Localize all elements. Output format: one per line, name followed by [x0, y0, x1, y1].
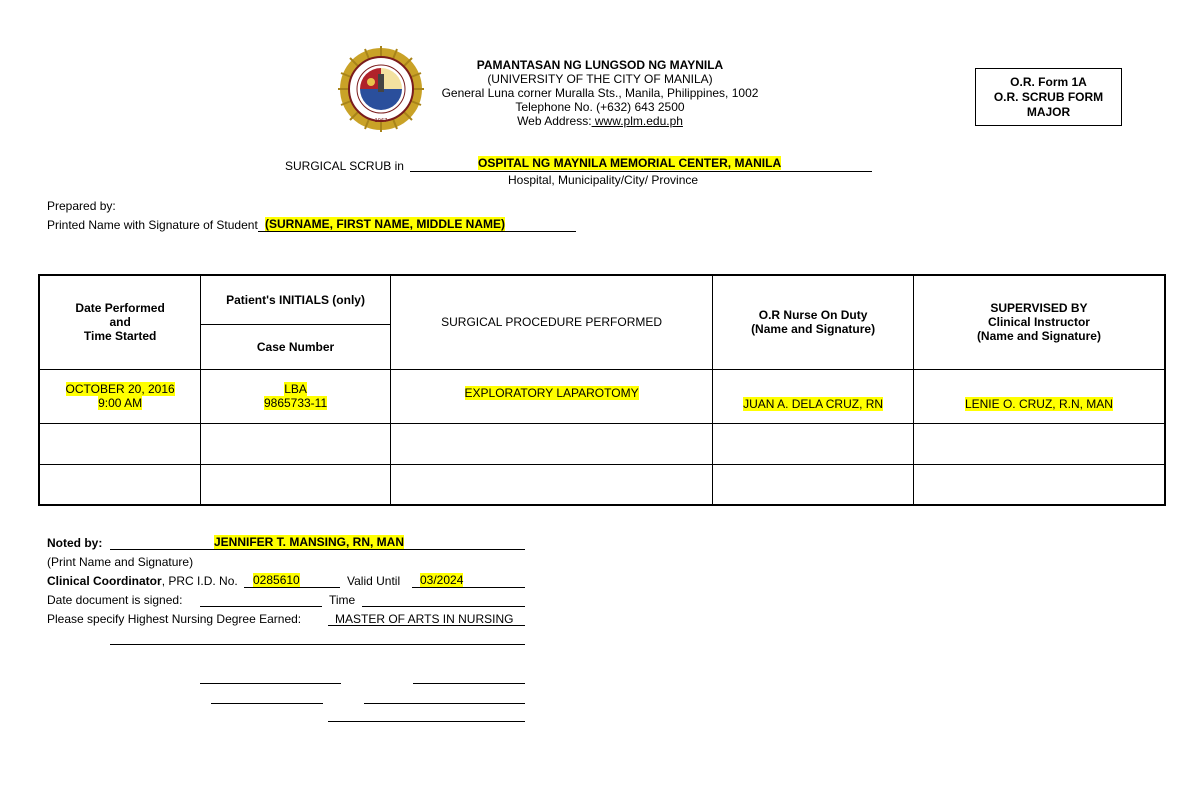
empty-cell[interactable] — [201, 464, 391, 505]
empty-cell[interactable] — [913, 464, 1165, 505]
table-row-empty — [39, 423, 1165, 464]
signature-line-6[interactable] — [328, 708, 525, 722]
form-title: O.R. SCRUB FORM — [993, 90, 1104, 104]
cell-case-number: 9865733-11 — [263, 396, 328, 410]
signature-line-5[interactable] — [364, 690, 525, 704]
header-patient-initials: Patient's INITIALS (only) — [201, 275, 391, 324]
header-date-line3: Time Started — [83, 329, 157, 344]
cell-supervisor[interactable] — [913, 369, 1165, 423]
time-line[interactable] — [362, 593, 525, 607]
web-address-link[interactable]: www.plm.edu.ph — [591, 114, 683, 128]
scrub-caption: Hospital, Municipality/City/ Province — [508, 173, 699, 187]
table-header-row — [39, 275, 1165, 324]
cell-initials: LBA — [284, 382, 307, 396]
form-id-box — [975, 68, 1122, 126]
empty-cell[interactable] — [201, 423, 391, 464]
prepared-by-label: Prepared by: — [47, 199, 116, 213]
header-case-number: Case Number — [201, 324, 391, 369]
degree-value[interactable]: MASTER OF ARTS IN NURSING — [335, 612, 514, 626]
valid-until-value[interactable]: 03/2024 — [420, 573, 464, 587]
table-row-empty — [39, 464, 1165, 505]
empty-cell[interactable] — [713, 464, 914, 505]
signature-line-2[interactable] — [200, 670, 341, 684]
valid-until-label: Valid Until — [347, 574, 401, 588]
university-telephone: Telephone No. (+632) 643 2500 — [515, 100, 685, 114]
header-supervised-by — [913, 275, 1165, 369]
cell-procedure[interactable] — [390, 369, 712, 423]
svg-text:1967: 1967 — [374, 118, 388, 124]
university-name: PAMANTASAN NG LUNGSOD NG MAYNILA — [476, 58, 724, 72]
noted-by-value[interactable]: JENNIFER T. MANSING, RN, MAN — [214, 535, 405, 549]
coordinator-label: Clinical Coordinator — [47, 574, 162, 588]
degree-label: Please specify Highest Nursing Degree Earned: — [47, 612, 302, 626]
cell-procedure-value: EXPLORATORY LAPAROTOMY — [464, 385, 639, 400]
signature-line-4[interactable] — [211, 690, 323, 704]
university-web — [400, 114, 800, 128]
form-number: O.R. Form 1A — [1010, 75, 1087, 89]
scrub-hospital-value[interactable]: OSPITAL NG MAYNILA MEMORIAL CENTER, MANILA — [478, 156, 782, 170]
prc-value[interactable]: 0285610 — [253, 573, 300, 587]
cell-time: 9:00 AM — [98, 396, 143, 410]
date-signed-line[interactable] — [200, 593, 322, 607]
signature-line-1[interactable] — [110, 631, 525, 645]
scrub-record-table — [38, 274, 1166, 506]
cell-date-time[interactable] — [39, 369, 201, 423]
scrub-label: SURGICAL SCRUB in — [285, 159, 404, 173]
student-name-value[interactable]: (SURNAME, FIRST NAME, MIDDLE NAME) — [265, 217, 505, 231]
university-address: General Luna corner Muralla Sts., Manila, Philippines, 1002 — [441, 86, 759, 100]
header-date-line2: and — [109, 315, 131, 330]
table-row — [39, 369, 1165, 423]
noted-by-label: Noted by: — [47, 536, 103, 550]
empty-cell[interactable] — [390, 464, 712, 505]
header-nurse-line2: (Name and Signature) — [751, 322, 876, 337]
cell-nurse[interactable] — [713, 369, 914, 423]
coordinator-row — [47, 574, 238, 588]
cell-patient[interactable] — [201, 369, 391, 423]
cell-nurse-value: JUAN A. DELA CRUZ, RN — [743, 396, 884, 411]
prc-label: , PRC I.D. No. — [161, 574, 238, 588]
header-date-line1: Date Performed — [75, 301, 165, 316]
web-address-label: Web Address: — [517, 114, 592, 128]
header-or-nurse — [713, 275, 914, 369]
header-supervised-line1: SUPERVISED BY — [990, 301, 1088, 316]
letterhead — [400, 58, 800, 128]
header-date-time — [39, 275, 201, 369]
cell-date: OCTOBER 20, 2016 — [65, 382, 175, 396]
time-label: Time — [329, 593, 356, 607]
empty-cell[interactable] — [913, 423, 1165, 464]
form-type: MAJOR — [1026, 105, 1071, 119]
header-nurse-line1: O.R Nurse On Duty — [758, 308, 868, 323]
date-signed-label: Date document is signed: — [47, 593, 183, 607]
header-supervised-line3: (Name and Signature) — [976, 329, 1101, 344]
empty-cell[interactable] — [390, 423, 712, 464]
header-procedure: SURGICAL PROCEDURE PERFORMED — [390, 275, 712, 369]
empty-cell[interactable] — [713, 423, 914, 464]
empty-cell[interactable] — [39, 423, 201, 464]
print-name-caption: (Print Name and Signature) — [47, 555, 194, 569]
empty-cell[interactable] — [39, 464, 201, 505]
university-english-name: (UNIVERSITY OF THE CITY OF MANILA) — [487, 72, 713, 86]
header-supervised-line2: Clinical Instructor — [987, 315, 1090, 330]
student-name-label: Printed Name with Signature of Student — [47, 218, 258, 232]
cell-supervisor-value: LENIE O. CRUZ, R.N, MAN — [964, 396, 1113, 411]
signature-line-3[interactable] — [413, 670, 525, 684]
